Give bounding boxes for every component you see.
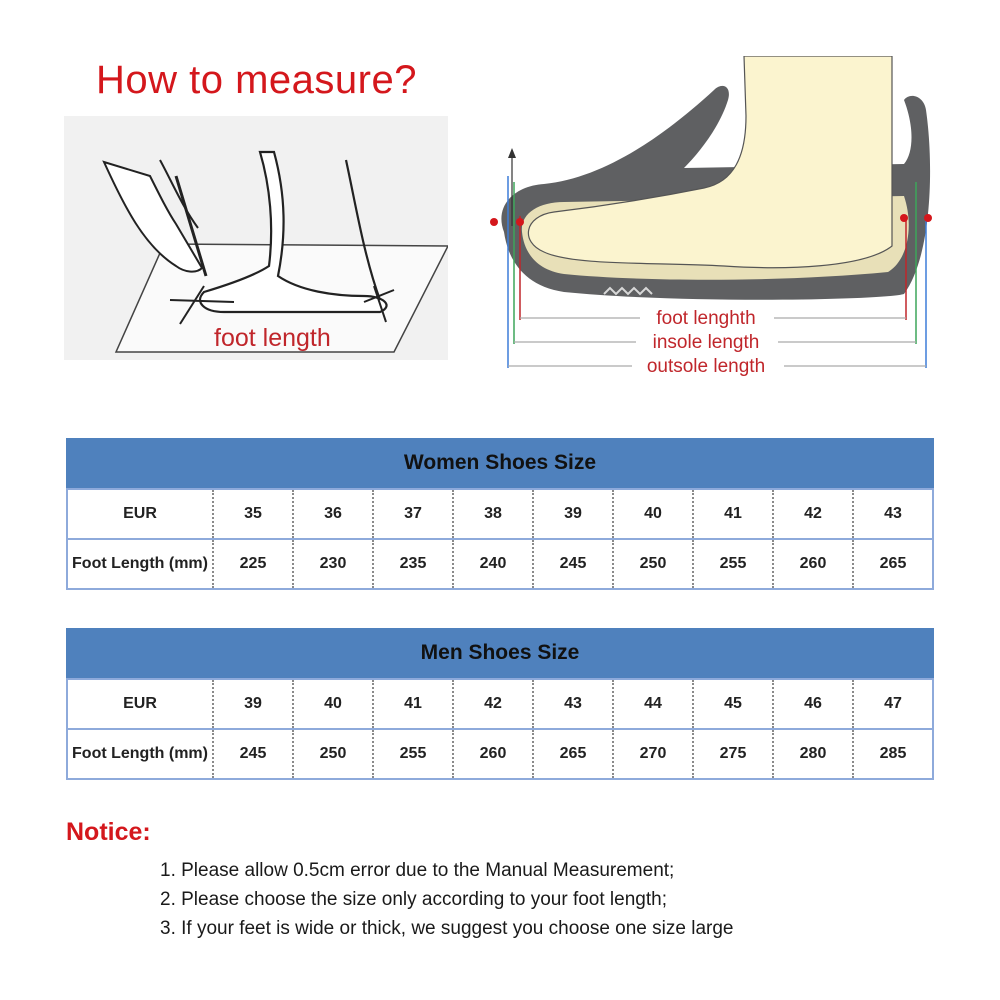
notice-list: [160, 856, 733, 943]
women-size-table: [66, 438, 934, 590]
foot-measure-illustration: [64, 116, 448, 360]
table-cell: 260: [772, 540, 852, 588]
table-row: [68, 488, 932, 538]
table-cell: 38: [452, 490, 532, 538]
table-cell: 36: [292, 490, 372, 538]
table-cell: 240: [452, 540, 532, 588]
table-cell: 39: [532, 490, 612, 538]
table-cell: 47: [852, 680, 932, 728]
table-row: [68, 678, 932, 728]
table-cell: 37: [372, 490, 452, 538]
table-cell: 39: [212, 680, 292, 728]
table-cell: 265: [532, 730, 612, 778]
table-cell: 270: [612, 730, 692, 778]
table-cell: 255: [692, 540, 772, 588]
table-cell: 35: [212, 490, 292, 538]
row-label-eur: EUR: [123, 505, 157, 522]
table-cell: 275: [692, 730, 772, 778]
table-cell: 245: [532, 540, 612, 588]
page-title: How to measure?: [96, 58, 417, 102]
notice-title: Notice:: [66, 818, 151, 846]
table-cell: 41: [372, 680, 452, 728]
table-cell: 245: [212, 730, 292, 778]
table-cell: 255: [372, 730, 452, 778]
table-cell: 42: [452, 680, 532, 728]
table-cell: 225: [212, 540, 292, 588]
women-table-title: Women Shoes Size: [66, 438, 934, 488]
table-row: [68, 538, 932, 588]
row-label-foot-length: Foot Length (mm): [72, 555, 208, 572]
row-label-eur: EUR: [123, 695, 157, 712]
table-cell: 41: [692, 490, 772, 538]
table-cell: 285: [852, 730, 932, 778]
foot-length-marker-label: foot lenghth: [656, 308, 756, 329]
table-cell: 42: [772, 490, 852, 538]
table-cell: 46: [772, 680, 852, 728]
table-cell: 45: [692, 680, 772, 728]
insole-length-marker-label: insole length: [652, 332, 760, 353]
table-cell: 250: [292, 730, 372, 778]
row-label-foot-length: Foot Length (mm): [72, 745, 208, 762]
men-table-title: Men Shoes Size: [66, 628, 934, 678]
table-cell: 43: [532, 680, 612, 728]
list-item: 2. Please choose the size only according to your foot length;: [160, 889, 667, 910]
table-cell: 250: [612, 540, 692, 588]
table-cell: 280: [772, 730, 852, 778]
list-item: 3. If your feet is wide or thick, we suggest you choose one size large: [160, 918, 734, 939]
shoe-length-illustration: [484, 56, 940, 386]
table-cell: 265: [852, 540, 932, 588]
table-row: [68, 728, 932, 778]
foot-length-label: foot length: [214, 324, 331, 352]
men-size-table: [66, 628, 934, 780]
table-cell: 43: [852, 490, 932, 538]
table-cell: 260: [452, 730, 532, 778]
table-cell: 40: [292, 680, 372, 728]
table-cell: 235: [372, 540, 452, 588]
table-cell: 40: [612, 490, 692, 538]
table-cell: 44: [612, 680, 692, 728]
list-item: 1. Please allow 0.5cm error due to the Manual Measurement;: [160, 860, 675, 881]
outsole-length-marker-label: outsole length: [646, 356, 766, 377]
table-cell: 230: [292, 540, 372, 588]
